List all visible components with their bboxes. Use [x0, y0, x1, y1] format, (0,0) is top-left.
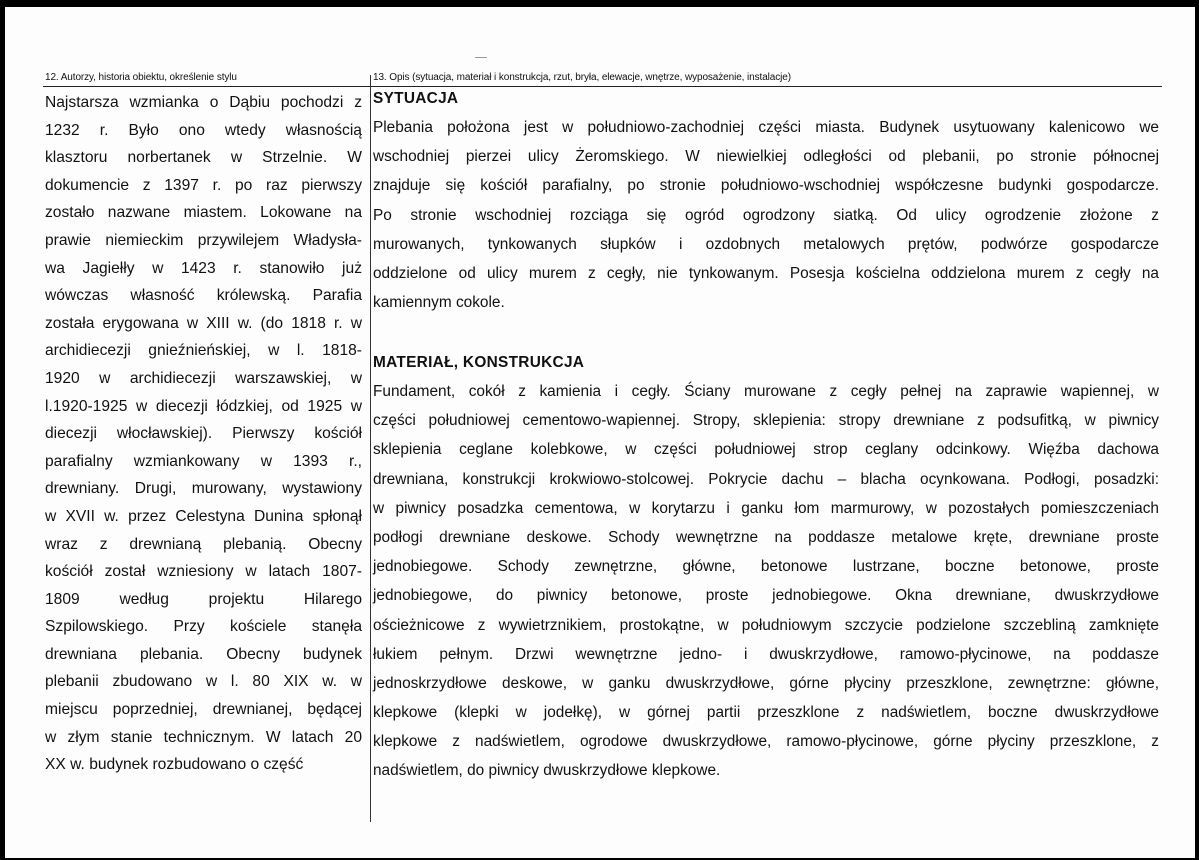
history-line: kościół został wzniesiony w latach 1807-	[45, 563, 362, 581]
history-line: prawie niemieckim przywilejem Władysła-	[45, 231, 362, 249]
material-line: części południowej cementowo-wapiennej. Stropy, sklepienia: stropy drewniane z podsufitką, w piwnicy	[373, 412, 1159, 430]
history-line: wa Jagiełły w 1423 r. stanowiło już	[45, 259, 362, 277]
material-line: nadświetlem, do piwnicy dwuskrzydłowe klepkowe.	[373, 762, 721, 780]
material-line: jednobiegowe, do piwnicy betonowe, proste jednobiegowe. Okna drewniane, dwuskrzydłowe	[373, 587, 1159, 605]
material-text	[373, 377, 1159, 786]
situation-text	[373, 113, 1159, 317]
situation-line: Plebania położona jest w południowo-zachodniej części miasta. Budynek usytuowany kalenicowo we	[373, 119, 1159, 136]
situation-line: oddzielone od ulicy murem z cegły, nie tynkowanym. Posesja kościelna oddzielona murem z cegły na	[373, 264, 1159, 282]
material-line: ościeżnicowe z wywietrznikiem, prostokątne, w południowym szczycie podzielone szczebliną zamknięte	[373, 616, 1159, 634]
history-line: Szpilowskiego. Przy kościele stanęła	[45, 618, 362, 636]
material-line: Fundament, cokół z kamienia i cegły. Ściany murowane z cegły pełnej na zaprawie wapiennej, w	[373, 383, 1159, 400]
history-line: XX w. budynek rozbudowano o część	[45, 756, 304, 774]
section-13-header: 13. Opis (sytuacja, materiał i konstrukcja, rzut, bryła, elewacje, wnętrze, wyposażenie, instalacje)	[373, 72, 791, 83]
column-divider	[370, 75, 371, 822]
history-line: archidiecezji gnieźnieńskiej, w l. 1818-	[45, 342, 362, 360]
history-line: 1809 według projektu Hilarego	[45, 590, 362, 608]
history-line: 1920 w archidiecezji warszawskiej, w	[45, 369, 362, 387]
material-line: klepkowe (klepki w jodełkę), w górnej partii przeszklone z nadświetlem, boczne dwuskrzydłowe	[373, 704, 1159, 722]
material-heading: MATERIAŁ, KONSTRUKCJA	[373, 354, 585, 371]
scan-mark	[475, 57, 487, 58]
material-line: łukiem pełnym. Drzwi wewnętrzne jedno- i dwuskrzydłowe, ramowo-płycinowe, na poddasze	[373, 645, 1159, 663]
history-line: l.1920-1925 w diecezji łódzkiej, od 1925 w	[45, 397, 362, 415]
situation-line: wschodniej pierzei ulicy Żeromskiego. W niewielkiej odległości od plebanii, po stronie północnej	[373, 148, 1159, 166]
situation-line: Po stronie wschodniej rozciąga się ogród ogrodzony siatką. Od ulicy ogrodzenie złożone z	[373, 206, 1159, 224]
history-line: miejscu poprzedniej, drewnianej, będącej	[45, 701, 362, 719]
situation-line: kamiennym cokole.	[373, 294, 505, 312]
history-line: Najstarsza wzmianka o Dąbiu pochodzi z	[45, 94, 362, 111]
material-line: sklepienia ceglane kolebkowe, w części południowej strop ceglany odcinkowy. Więźba dachowa	[373, 441, 1159, 459]
history-line: drewniany. Drugi, murowany, wystawiony	[45, 480, 362, 498]
situation-heading: SYTUACJA	[373, 90, 459, 107]
history-line: została erygowana w XIII w. (do 1818 r. w	[45, 314, 362, 332]
material-line: w piwnicy posadzka cementowa, w korytarzu i ganku łom marmurowy, w pozostałych pomieszczeniach	[373, 499, 1159, 517]
history-line: wówczas własność królewską. Parafia	[45, 287, 362, 305]
situation-line: znajduje się kościół parafialny, po stronie południowo-wschodniej współczesne budynki gospodarcze.	[373, 177, 1159, 195]
history-line: klasztoru norbertanek w Strzelnie. W	[45, 149, 362, 167]
history-line: wraz z drewnianą plebanią. Obecny	[45, 535, 362, 553]
history-column	[45, 89, 362, 779]
material-line: drewniana, konstrukcji krokwiowo-stolcowej. Pokrycie dachu – blacha ocynkowana. Podłogi, posadzki:	[373, 470, 1159, 488]
header-rule	[43, 86, 1162, 87]
document-page	[5, 7, 1195, 858]
history-line: w złym stanie technicznym. W latach 20	[45, 728, 362, 746]
history-line: plebanii zbudowano w l. 80 XIX w. w	[45, 673, 362, 691]
material-line: podłogi drewniane deskowe. Schody wewnętrzne na poddasze metalowe kręte, drewniane proste	[373, 528, 1159, 546]
material-line: jednoskrzydłowe deskowe, w ganku dwuskrzydłowe, górne płyciny przeszklone, zewnętrzne: główne,	[373, 674, 1159, 692]
material-line: klepkowe z nadświetlem, ogrodowe dwuskrzydłowe, ramowo-płycinowe, górne płyciny przeszklone, z	[373, 733, 1159, 751]
history-line: parafialny wzmiankowany w 1393 r.,	[45, 452, 362, 470]
history-line: zostało nazwane miastem. Lokowane na	[45, 204, 362, 222]
material-line: jednobiegowe. Schody zewnętrzne, główne, betonowe lustrzane, boczne betonowe, proste	[373, 558, 1159, 576]
section-12-header: 12. Autorzy, historia obiektu, określenie stylu	[45, 72, 237, 83]
history-line: 1232 r. Było ono wtedy własnością	[45, 121, 362, 139]
history-line: w XVII w. przez Celestyna Dunina spłonął	[45, 507, 362, 525]
history-line: diecezji włocławskiej). Pierwszy kościół	[45, 425, 362, 443]
history-line: dokumencie z 1397 r. po raz pierwszy	[45, 176, 362, 194]
situation-line: murowanych, tynkowanych słupków i ozdobnych metalowych prętów, podwórze gospodarcze	[373, 235, 1159, 253]
history-line: drewniana plebania. Obecny budynek	[45, 645, 362, 663]
